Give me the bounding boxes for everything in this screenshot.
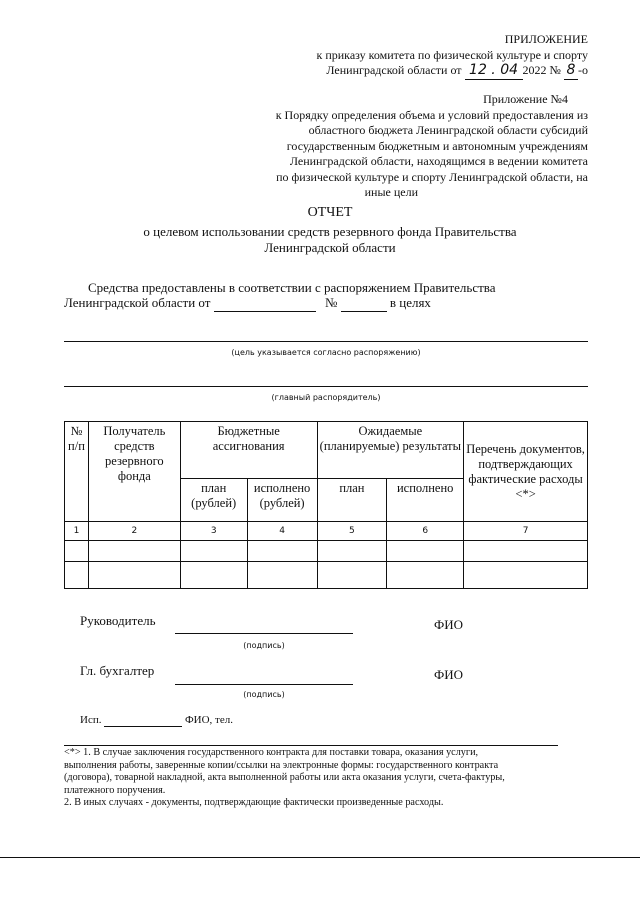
footnote-line: 2. В иных случаях - документы, подтверждающие фактически произведенные расходы. [64,797,444,808]
report-subtitle: о целевом использовании средств резервного фонда Правительства Ленинградской области [143,224,517,255]
table-row [65,541,588,562]
col-number: 3 [180,522,247,541]
purpose-caption: (цель указывается согласно распоряжению) [231,348,421,357]
header-plan: план [317,479,387,522]
footnote-line: (договора), товарной накладной, акта выполненной работы или акта оказания услуги, счета-фактуры, [64,772,505,783]
footnote-line: платежного поручения. [64,784,166,796]
purpose-line [64,341,588,342]
manager-caption: (главный распорядитель) [271,393,381,402]
head-sign-caption: (подпись) [243,641,285,650]
table-number-row [65,522,588,541]
intro-line1: Средства предоставлены в соответствии с распоряжением Правительства [88,280,496,295]
manager-line [64,386,588,387]
header-no: № п/п [65,422,89,522]
annex4-line: иные цели [364,185,418,199]
head-label: Руководитель [80,613,156,628]
appendix-block [200,32,588,80]
header-recipient: Получатель средств резервного фонда [88,422,180,522]
footnote-line: выполнения работы, заверенные копии/ссылки на электронные формы: государственного контракта [64,759,499,771]
report-title: ОТЧЕТ [307,205,353,220]
col-number: 6 [387,522,464,541]
report-table [64,421,588,589]
intro-line2: Ленинградской области от № в целях [64,295,431,310]
accountant-sign-caption: (подпись) [243,690,285,699]
annex4-title: Приложение №4 [483,92,568,106]
annex4-block [240,92,588,201]
date-blank [214,295,316,312]
header-plan-rub: план (рублей) [180,479,247,522]
footnote-separator [64,745,558,746]
accountant-fio: ФИО [434,667,464,682]
col-number: 2 [88,522,180,541]
col-number: 4 [247,522,317,541]
header-expected: Ожидаемые (планируемые) результаты [317,422,464,479]
number-blank [341,295,387,312]
accountant-label: Гл. бухгалтер [80,663,155,678]
annex4-line: государственным бюджетным и автономным учреждениям [286,138,588,153]
annex4-line: по физической культуре и спорту Ленинградской области, на [276,169,588,184]
table-row [65,562,588,589]
col-number: 1 [65,522,89,541]
header-budget: Бюджетные ассигнования [180,422,317,479]
header-done: исполнено [387,479,464,522]
head-sign-line [175,633,353,634]
executor-line: Исп. ФИО, тел. [80,714,233,726]
table-header-row [65,422,588,479]
footnote-line: <*> 1. В случае заключения государственного контракта для поставки товара, оказания услуги, [64,747,479,758]
accountant-sign-line [175,684,353,685]
annex4-line: областного бюджета Ленинградской области субсидий [308,123,588,137]
header-docs: Перечень документов, подтверждающих фактические расходы <*> [464,422,588,522]
header-done-rub: исполнено (рублей) [247,479,317,522]
col-number: 7 [464,522,588,541]
col-number: 5 [317,522,387,541]
head-fio: ФИО [434,617,464,632]
appendix-line1: к приказу комитета по физической культуре и спорту [316,47,588,62]
scan-edge-line [0,857,640,858]
footnotes [64,747,594,810]
appendix-title: ПРИЛОЖЕНИЕ [504,32,588,46]
handwritten-date: 12 . 04 [465,63,523,80]
handwritten-number: 8 [564,63,578,80]
appendix-line2: Ленинградской области от 12 . 04 2022 № 8 -о [326,62,588,78]
annex4-line: Ленинградской области, находящимся в ведении комитета [289,154,588,168]
annex4-line: к Порядку определения объема и условий предоставления из [275,107,588,122]
